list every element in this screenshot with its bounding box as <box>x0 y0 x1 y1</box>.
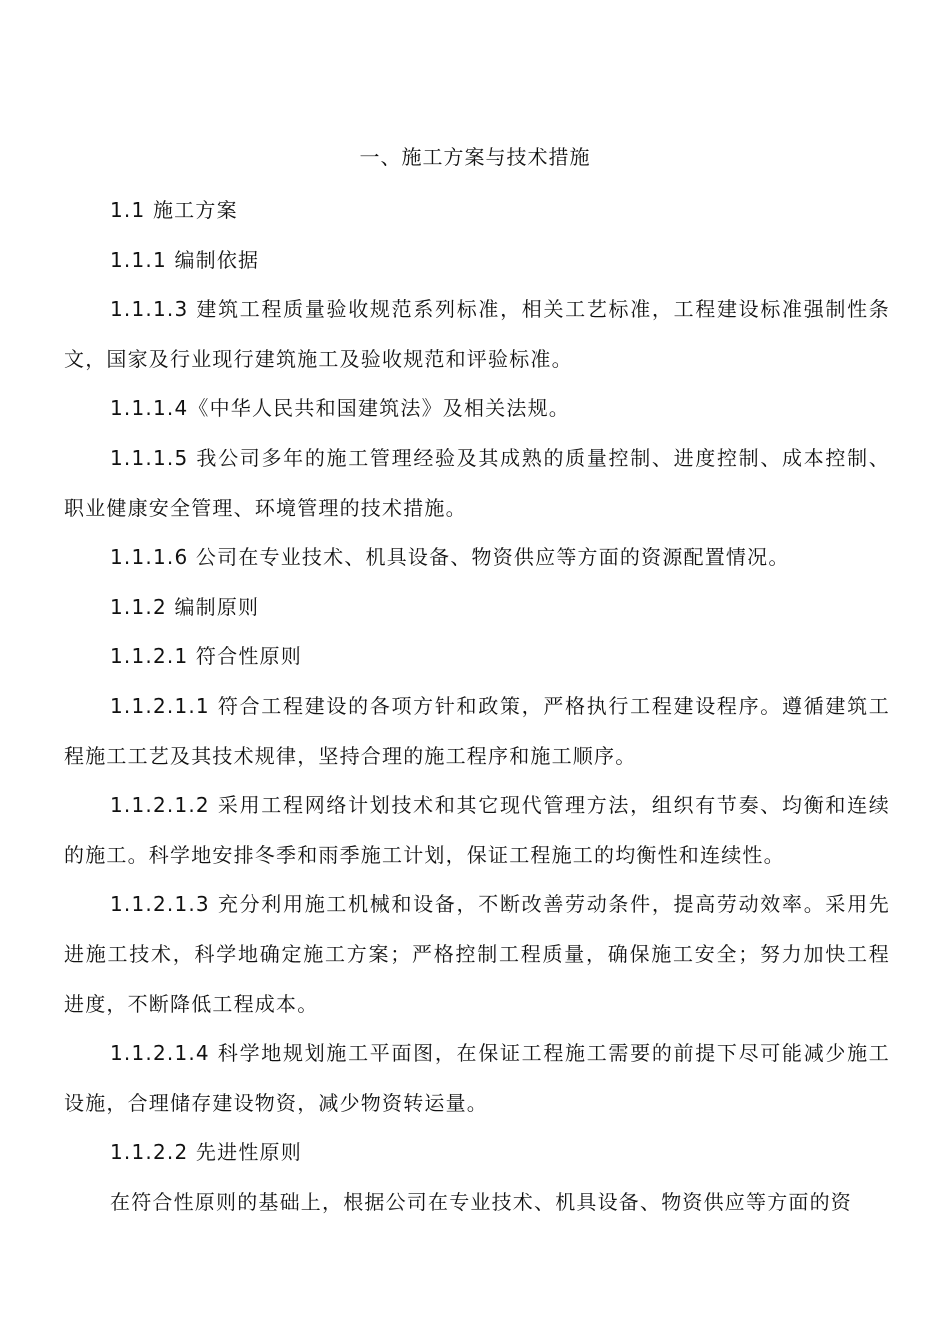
heading-1-1-2: 1.1.2 编制原则 <box>110 594 260 619</box>
paragraph-1-1-2-1-2: 1.1.2.1.2 采用工程网络计划技术和其它现代管理方法，组织有节奏、均衡和连续的施工。科学地安排冬季和雨季施工计划，保证工程施工的均衡性和连续性。 <box>64 793 890 867</box>
paragraph-1-1-1-4: 1.1.1.4《中华人民共和国建筑法》及相关法规。 <box>110 396 570 421</box>
document-body <box>64 186 890 1227</box>
document-title: 一、施工方案与技术措施 <box>359 145 591 169</box>
paragraph-1-1-1-5: 1.1.1.5 我公司多年的施工管理经验及其成熟的质量控制、进度控制、成本控制、职业健康安全管理、环境管理的技术措施。 <box>64 445 890 520</box>
paragraph-1-1-2-1-3: 1.1.2.1.3 充分利用施工机械和设备，不断改善劳动条件，提高劳动效率。采用先进施工技术，科学地确定施工方案；严格控制工程质量，确保施工安全；努力加快工程进度，不断降低工程成本。 <box>64 892 890 1016</box>
heading-1-1-2-1: 1.1.2.1 符合性原则 <box>110 644 302 669</box>
heading-1-1: 1.1 施工方案 <box>110 198 238 222</box>
paragraph-advanced-principle: 在符合性原则的基础上，根据公司在专业技术、机具设备、物资供应等方面的资 <box>110 1189 852 1214</box>
paragraph-1-1-1-3: 1.1.1.3 建筑工程质量验收规范系列标准，相关工艺标准，工程建设标准强制性条文，国家及行业现行建筑施工及验收规范和评验标准。 <box>64 297 890 371</box>
heading-1-1-1: 1.1.1 编制依据 <box>110 247 260 272</box>
paragraph-1-1-2-1-4: 1.1.2.1.4 科学地规划施工平面图，在保证工程施工需要的前提下尽可能减少施工设施，合理储存建设物资，减少物资转运量。 <box>64 1041 890 1115</box>
heading-1-1-2-2: 1.1.2.2 先进性原则 <box>110 1140 302 1165</box>
paragraph-1-1-1-6: 1.1.1.6 公司在专业技术、机具设备、物资供应等方面的资源配置情况。 <box>110 545 790 570</box>
paragraph-1-1-2-1-1: 1.1.2.1.1 符合工程建设的各项方针和政策，严格执行工程建设程序。遵循建筑工程施工工艺及其技术规律，坚持合理的施工程序和施工顺序。 <box>64 693 890 768</box>
